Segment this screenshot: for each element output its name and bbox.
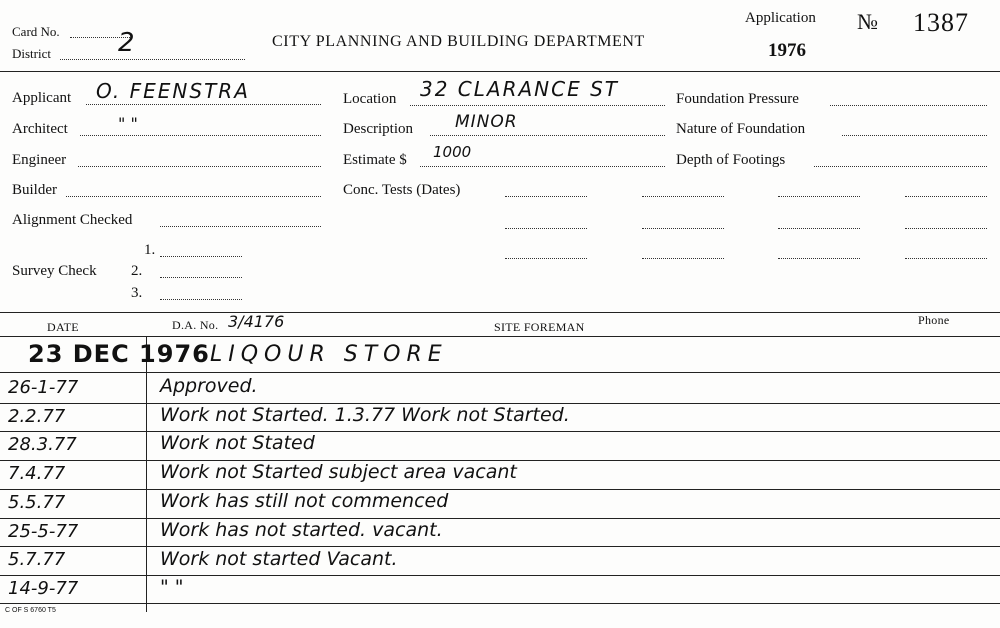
engineer-line bbox=[78, 166, 321, 167]
conc-line bbox=[642, 196, 724, 197]
architect-label: Architect bbox=[12, 121, 68, 137]
log-entry-text: Work not Started. 1.3.77 Work not Started. bbox=[160, 404, 570, 426]
description-label: Description bbox=[343, 121, 413, 137]
location-value: 32 CLARANCE ST bbox=[420, 77, 620, 101]
estimate-label: Estimate $ bbox=[343, 152, 407, 168]
description-line bbox=[430, 135, 665, 136]
date-column-divider bbox=[146, 336, 147, 612]
conc-line bbox=[505, 258, 587, 259]
district-label: District bbox=[12, 46, 51, 61]
log-entry-date: 26-1-77 bbox=[8, 377, 79, 398]
log-entry-date: 5.5.77 bbox=[8, 492, 66, 513]
department-title: CITY PLANNING AND BUILDING DEPARTMENT bbox=[272, 33, 645, 50]
card-no-label: Card No. bbox=[12, 24, 60, 39]
estimate-value: 1000 bbox=[433, 143, 472, 161]
log-row-line bbox=[0, 546, 1000, 547]
log-entry-text: Work has not started. vacant. bbox=[160, 519, 443, 541]
description-value: MINOR bbox=[455, 112, 518, 132]
log-row-line bbox=[0, 372, 1000, 373]
foundation-pressure-line bbox=[830, 105, 987, 106]
log-row-line bbox=[0, 518, 1000, 519]
applicant-value: O. FEENSTRA bbox=[96, 79, 250, 103]
log-entry-text: Approved. bbox=[160, 375, 258, 397]
conc-line bbox=[642, 258, 724, 259]
conc-tests-label: Conc. Tests (Dates) bbox=[343, 182, 461, 198]
application-label: Application bbox=[745, 10, 816, 26]
survey-3: 3. bbox=[131, 285, 143, 301]
log-entry-text: Work not started Vacant. bbox=[160, 548, 398, 570]
log-top-divider bbox=[0, 312, 1000, 313]
district-line bbox=[60, 59, 245, 60]
log-entry-date: 25-5-77 bbox=[8, 521, 79, 542]
architect-value: " " bbox=[118, 114, 138, 133]
stamp-text: LIQOUR STORE bbox=[210, 342, 448, 367]
district-value: 2 bbox=[118, 28, 135, 58]
conc-line bbox=[778, 228, 860, 229]
builder-label: Builder bbox=[12, 182, 57, 198]
survey-1-line bbox=[160, 256, 242, 257]
log-entry-date: 28.3.77 bbox=[8, 434, 77, 455]
conc-line bbox=[905, 228, 987, 229]
alignment-line bbox=[160, 226, 321, 227]
date-header: DATE bbox=[47, 320, 79, 334]
log-row-line bbox=[0, 431, 1000, 432]
conc-line bbox=[778, 258, 860, 259]
log-entry-text: Work not Stated bbox=[160, 432, 315, 454]
da-value: 3/4176 bbox=[228, 312, 285, 331]
log-row-line bbox=[0, 603, 1000, 604]
conc-line bbox=[642, 228, 724, 229]
log-entry-text: " " bbox=[160, 576, 184, 598]
survey-3-line bbox=[160, 299, 242, 300]
log-entry-text: Work has still not commenced bbox=[160, 490, 449, 512]
number-label: № bbox=[857, 9, 878, 34]
nature-foundation-line bbox=[842, 135, 987, 136]
foundation-pressure-label: Foundation Pressure bbox=[676, 91, 799, 107]
conc-line bbox=[905, 258, 987, 259]
estimate-line bbox=[420, 166, 665, 167]
conc-line bbox=[905, 196, 987, 197]
depth-footings-line bbox=[814, 166, 987, 167]
log-header-divider bbox=[0, 336, 1000, 337]
builder-line bbox=[66, 196, 321, 197]
log-entry-date: 2.2.77 bbox=[8, 406, 66, 427]
survey-1: 1. bbox=[144, 242, 156, 258]
stamp-date: 23 DEC 1976 bbox=[28, 340, 210, 368]
log-entry-date: 7.4.77 bbox=[8, 463, 66, 484]
log-row-line bbox=[0, 489, 1000, 490]
conc-line bbox=[505, 196, 587, 197]
architect-line bbox=[80, 135, 321, 136]
nature-foundation-label: Nature of Foundation bbox=[676, 121, 806, 137]
log-entry-date: 14-9-77 bbox=[8, 578, 79, 599]
log-row-line bbox=[0, 575, 1000, 576]
phone-header: Phone bbox=[918, 313, 950, 327]
alignment-label: Alignment Checked bbox=[12, 212, 133, 228]
location-label: Location bbox=[343, 91, 397, 107]
application-number: 1387 bbox=[913, 8, 969, 37]
applicant-label: Applicant bbox=[12, 90, 72, 106]
conc-line bbox=[505, 228, 587, 229]
location-line bbox=[410, 105, 665, 106]
log-entry-date: 5.7.77 bbox=[8, 549, 66, 570]
depth-footings-label: Depth of Footings bbox=[676, 152, 786, 168]
header-divider bbox=[0, 71, 1000, 72]
conc-line bbox=[778, 196, 860, 197]
form-code: C OF S 6760 T5 bbox=[5, 607, 56, 614]
survey-2-line bbox=[160, 277, 242, 278]
da-label: D.A. No. bbox=[172, 318, 219, 332]
engineer-label: Engineer bbox=[12, 152, 67, 168]
survey-2: 2. bbox=[131, 263, 143, 279]
application-year: 1976 bbox=[768, 40, 806, 61]
applicant-line bbox=[86, 104, 321, 105]
site-foreman-header: SITE FOREMAN bbox=[494, 320, 585, 334]
survey-label: Survey Check bbox=[12, 263, 97, 279]
log-entry-text: Work not Started subject area vacant bbox=[160, 461, 517, 483]
